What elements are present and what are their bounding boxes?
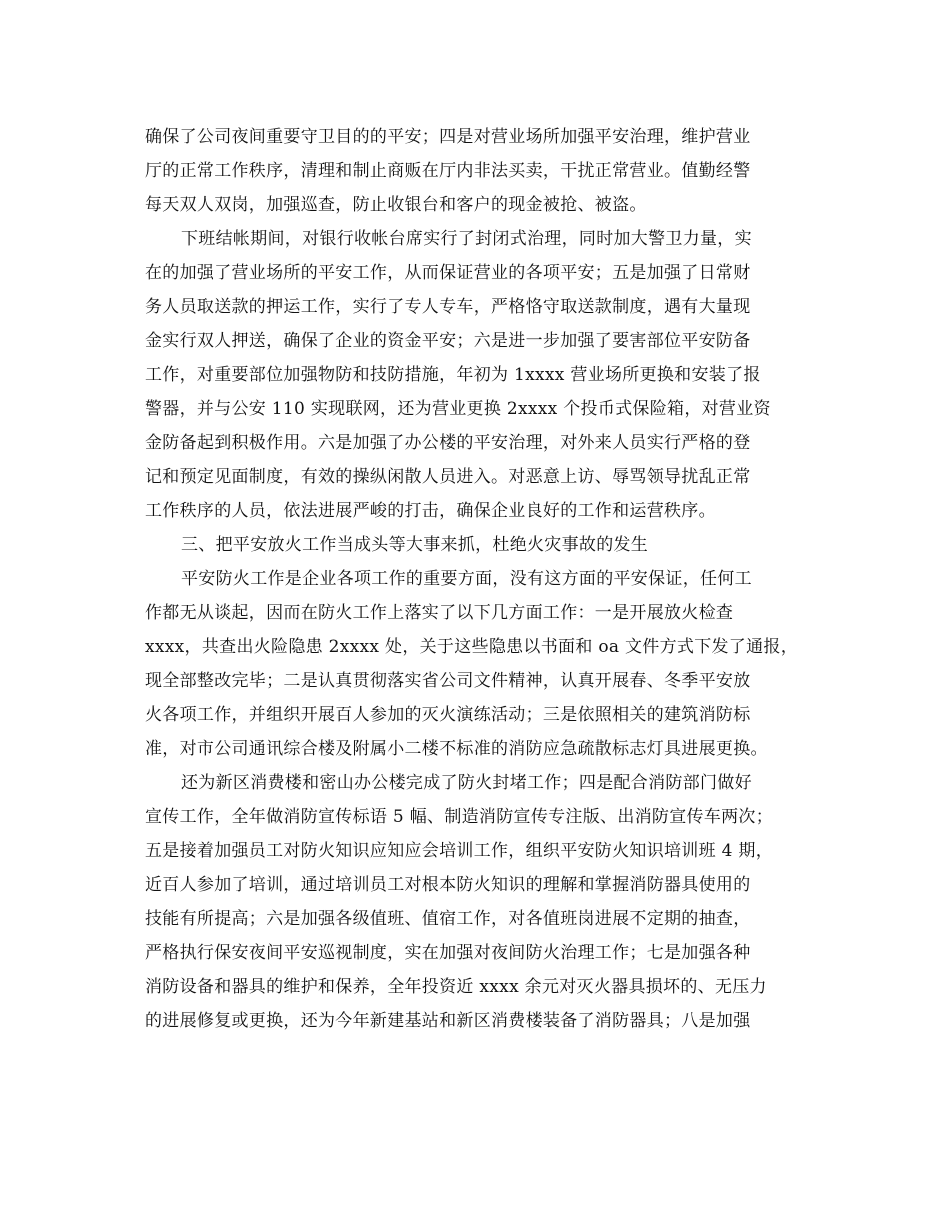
text-line: 金防备起到积极作用。六是加强了办公楼的平安治理，对外来人员实行严格的登 bbox=[145, 433, 751, 453]
text-line: 务人员取送款的押运工作，实行了专人专车，严格恪守取送款制度，遇有大量现 bbox=[145, 297, 751, 317]
text-line: 五是接着加强员工对防火知识应知应会培训工作，组织平安防火知识培训班 4 期， bbox=[145, 841, 774, 861]
text-line: 严格执行保安夜间平安巡视制度，实在加强对夜间防火治理工作；七是加强各种 bbox=[145, 943, 751, 963]
paragraph-first-line: 平安防火工作是企业各项工作的重要方面，没有这方面的平安保证，任何工 bbox=[181, 569, 752, 589]
text-line: 在的加强了营业场所的平安工作，从而保证营业的各项平安；五是加强了日常财 bbox=[145, 263, 751, 283]
paragraph-first-line: 三、把平安放火工作当成头等大事来抓，杜绝火灾事故的发生 bbox=[181, 535, 649, 555]
text-line: 宣传工作，全年做消防宣传标语 5 幅、制造消防宣传专注版、出消防宣传车两次； bbox=[145, 807, 774, 827]
text-line: xxxx，共查出火险隐患 2xxxx 处，关于这些隐患以书面和 oa 文件方式下发了通报， bbox=[145, 637, 798, 657]
paragraph-first-line: 下班结帐期间，对银行收帐台席实行了封闭式治理，同时加大警卫力量，实 bbox=[181, 229, 752, 249]
text-line: 技能有所提高；六是加强各级值班、值宿工作，对各值班岗进展不定期的抽查， bbox=[145, 909, 751, 929]
text-line: 作都无从谈起，因而在防火工作上落实了以下几方面工作：一是开展放火检查 bbox=[145, 603, 734, 623]
text-line: 准，对市公司通讯综合楼及附属小二楼不标准的消防应急疏散标志灯具进展更换。 bbox=[145, 739, 768, 759]
text-line: 金实行双人押送，确保了企业的资金平安；六是进一步加强了要害部位平安防备 bbox=[145, 331, 751, 351]
text-line: 每天双人双岗，加强巡查，防止收银台和客户的现金被抢、被盗。 bbox=[145, 195, 647, 215]
text-line: 近百人参加了培训，通过培训员工对根本防火知识的理解和掌握消防器具使用的 bbox=[145, 875, 751, 895]
text-line: 确保了公司夜间重要守卫目的的平安；四是对营业场所加强平安治理，维护营业 bbox=[145, 127, 751, 147]
document-body bbox=[145, 120, 810, 1038]
text-line: 厅的正常工作秩序，清理和制止商贩在厅内非法买卖，干扰正常营业。值勤经警 bbox=[145, 161, 751, 181]
paragraph-first-line: 还为新区消费楼和密山办公楼完成了防火封堵工作；四是配合消防部门做好 bbox=[181, 773, 752, 793]
text-line: 消防设备和器具的维护和保养，全年投资近 xxxx 余元对灭火器具损坏的、无压力 bbox=[145, 977, 767, 997]
text-line: 警器，并与公安 110 实现联网，还为营业更换 2xxxx 个投币式保险箱，对营业资 bbox=[145, 399, 771, 419]
text-line: 工作秩序的人员，依法进展严峻的打击，确保企业良好的工作和运营秩序。 bbox=[145, 501, 716, 521]
text-line: 的进展修复或更换，还为今年新建基站和新区消费楼装备了消防器具；八是加强 bbox=[145, 1011, 751, 1031]
text-line: 记和预定见面制度，有效的操纵闲散人员进入。对恶意上访、辱骂领导扰乱正常 bbox=[145, 467, 751, 487]
text-line: 现全部整改完毕；二是认真贯彻落实省公司文件精神，认真开展春、冬季平安放 bbox=[145, 671, 751, 691]
text-line: 火各项工作，并组织开展百人参加的灭火演练活动；三是依照相关的建筑消防标 bbox=[145, 705, 751, 725]
text-line: 工作，对重要部位加强物防和技防措施，年初为 1xxxx 营业场所更换和安装了报 bbox=[145, 365, 761, 385]
